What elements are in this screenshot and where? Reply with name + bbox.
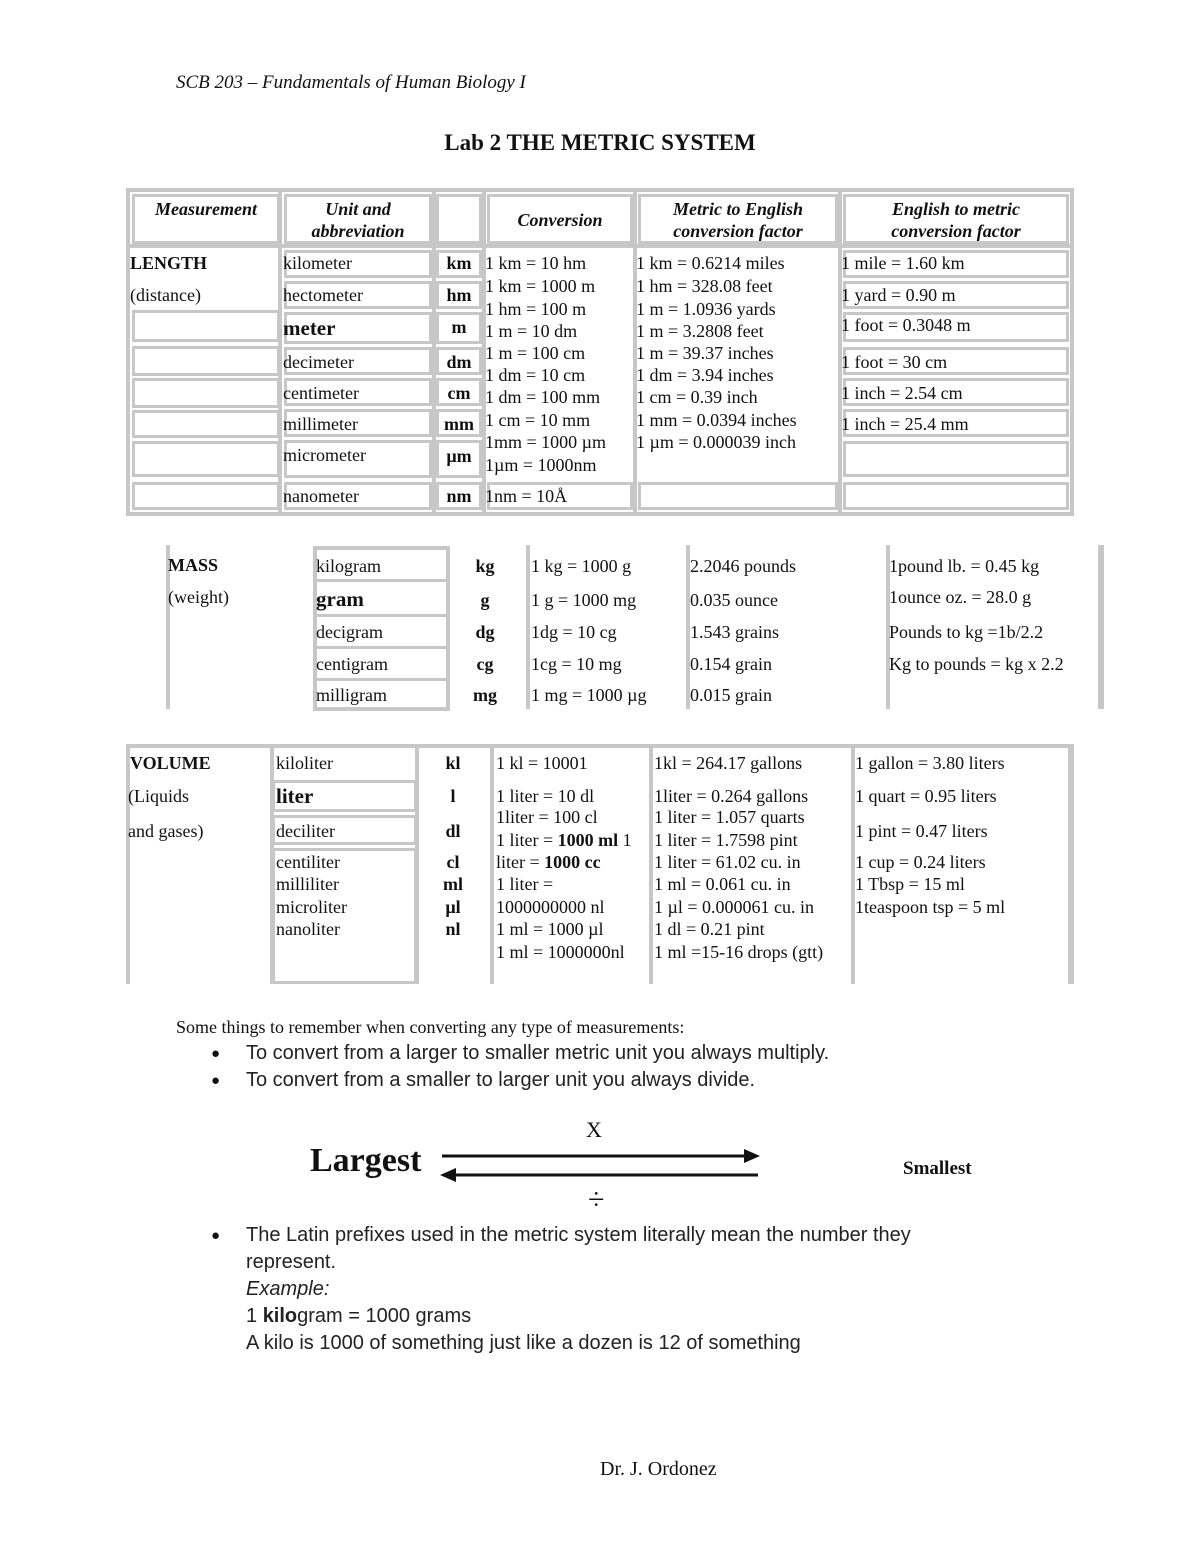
latin-line1: The Latin prefixes used in the metric system literally mean the number they bbox=[246, 1224, 911, 1246]
conversion-text: 1 dm = 10 cm bbox=[485, 365, 586, 385]
unit-abbr: nm bbox=[446, 486, 472, 506]
e2m-text: 1 inch = 2.54 cm bbox=[841, 383, 963, 403]
conversion-text: 1 g = 1000 mg bbox=[531, 590, 637, 610]
page-title: Lab 2 THE METRIC SYSTEM bbox=[444, 130, 756, 155]
m2e-text: 1 ml = 0.061 cu. in bbox=[654, 874, 791, 894]
conversion-text: 1 hm = 100 m bbox=[485, 299, 587, 319]
unit-abbr: km bbox=[446, 253, 472, 273]
length-sublabel: (distance) bbox=[130, 285, 201, 305]
row-cell bbox=[132, 310, 280, 342]
m2e-text: 1 km = 0.6214 miles bbox=[636, 253, 785, 273]
divider bbox=[126, 744, 130, 984]
notes-intro: Some things to remember when converting any type of measurements: bbox=[176, 1017, 685, 1037]
conversion-text: 1000000000 nl bbox=[496, 897, 605, 917]
course-header: SCB 203 – Fundamentals of Human Biology I bbox=[176, 72, 526, 93]
m2e-text: 1kl = 264.17 gallons bbox=[654, 753, 803, 773]
m2e-text: 1 liter = 1.7598 pint bbox=[654, 830, 798, 850]
unit-abbr: kg bbox=[475, 556, 495, 576]
e2m-text: 1 yard = 0.90 m bbox=[841, 285, 956, 305]
row-cell bbox=[843, 441, 1069, 477]
bullet-icon: ● bbox=[211, 1046, 221, 1062]
m2e-text: 1 µm = 0.000039 inch bbox=[636, 432, 797, 452]
conversion-text: 1µm = 1000nm bbox=[485, 455, 597, 475]
volume-sublabel: and gases) bbox=[128, 821, 204, 841]
row-cell bbox=[132, 378, 280, 408]
example-number: 1 bbox=[246, 1305, 263, 1327]
row-rule bbox=[317, 579, 446, 582]
e2m-text: 1 gallon = 3.80 liters bbox=[855, 753, 1005, 773]
divider bbox=[1098, 545, 1104, 709]
conversion-text: 1 dm = 100 mm bbox=[485, 387, 601, 407]
unit-abbr: ml bbox=[443, 874, 463, 894]
unit-abbr: cg bbox=[476, 654, 494, 674]
row-cell bbox=[843, 482, 1069, 510]
top-rule bbox=[126, 744, 1074, 748]
bullet-text: To convert from a smaller to larger unit you always divide. bbox=[246, 1069, 756, 1091]
e2m-text: 1 foot = 0.3048 m bbox=[841, 315, 971, 335]
m2e-text: 1 cm = 0.39 inch bbox=[636, 387, 758, 407]
smallest-label: Smallest bbox=[903, 1158, 972, 1179]
m2e-text: 1 liter = 61.02 cu. in bbox=[654, 852, 801, 872]
unit-name: gram bbox=[316, 587, 364, 611]
unit-abbr: cl bbox=[446, 852, 460, 872]
largest-label: Largest bbox=[310, 1142, 422, 1179]
unit-abbr: µl bbox=[445, 897, 461, 917]
m2e-text: 1 hm = 328.08 feet bbox=[636, 276, 773, 296]
header-conversion: Conversion bbox=[517, 210, 603, 230]
volume-label: VOLUME bbox=[130, 753, 211, 773]
unit-name: microliter bbox=[276, 897, 347, 917]
e2m-text: 1 quart = 0.95 liters bbox=[855, 786, 997, 806]
unit-name: centiliter bbox=[276, 852, 340, 872]
length-label: LENGTH bbox=[130, 253, 208, 273]
unit-abbr: l bbox=[450, 786, 456, 806]
latin-last-line: A kilo is 1000 of something just like a dozen is 12 of something bbox=[246, 1332, 801, 1354]
header-e2m-1: English to metric bbox=[891, 199, 1021, 219]
divider bbox=[490, 744, 494, 984]
conversion-text: 1dg = 10 cg bbox=[531, 622, 617, 642]
conversion-line bbox=[496, 829, 632, 851]
m2e-text: 1 mm = 0.0394 inches bbox=[636, 410, 797, 430]
e2m-text: 1teaspoon tsp = 5 ml bbox=[855, 897, 1006, 917]
m2e-text: 1 dm = 3.94 inches bbox=[636, 365, 774, 385]
conversion-text-bold: 1000 ml bbox=[557, 830, 619, 850]
divider bbox=[526, 545, 530, 709]
e2m-text: 1 Tbsp = 15 ml bbox=[855, 874, 965, 894]
conversion-text: 1 km = 1000 m bbox=[485, 276, 596, 296]
example-rest: gram = 1000 grams bbox=[297, 1305, 472, 1327]
m2e-text: 1 m = 3.2808 feet bbox=[636, 321, 764, 341]
unit-abbr: dm bbox=[446, 352, 472, 372]
conversion-text: 1 m = 100 cm bbox=[485, 343, 586, 363]
multiply-symbol: X bbox=[586, 1117, 602, 1142]
unit-abbr: g bbox=[480, 590, 490, 610]
header-unit-2: abbreviation bbox=[311, 221, 405, 241]
m2e-text: 0.154 grain bbox=[690, 654, 772, 674]
example-prefix: kilo bbox=[262, 1305, 298, 1327]
mass-sublabel: (weight) bbox=[168, 587, 229, 607]
unit-abbr: cm bbox=[447, 383, 471, 403]
header-rule bbox=[130, 244, 1070, 248]
unit-name: kiloliter bbox=[276, 753, 333, 773]
row-rule bbox=[317, 614, 446, 617]
row-cell bbox=[132, 346, 280, 376]
m2e-text: 1 ml =15-16 drops (gtt) bbox=[654, 942, 824, 962]
unit-name: milliliter bbox=[276, 874, 339, 894]
unit-abbr: kl bbox=[445, 753, 461, 773]
row-rule bbox=[317, 646, 446, 649]
unit-name: milligram bbox=[316, 685, 387, 705]
m2e-text: 1 m = 39.37 inches bbox=[636, 343, 774, 363]
e2m-text: 1 inch = 25.4 mm bbox=[841, 414, 969, 434]
m2e-text: 1.543 grains bbox=[690, 622, 779, 642]
conversion-text: 1 m = 10 dm bbox=[485, 321, 578, 341]
volume-sublabel: (Liquids bbox=[128, 786, 189, 806]
row-cell bbox=[132, 410, 280, 438]
unit-abbr: nl bbox=[445, 919, 461, 939]
e2m-text: 1 cup = 0.24 liters bbox=[855, 852, 986, 872]
conversion-text: 1mm = 1000 µm bbox=[485, 432, 607, 452]
e2m-text: 1 mile = 1.60 km bbox=[841, 253, 965, 273]
mass-label: MASS bbox=[168, 555, 219, 575]
divide-symbol: ÷ bbox=[588, 1183, 605, 1216]
header-unit-1: Unit and bbox=[325, 199, 391, 219]
unit-name: micrometer bbox=[283, 445, 366, 465]
conversion-text: 1liter = 100 cl bbox=[496, 807, 598, 827]
e2m-text: Pounds to kg =1b/2.2 bbox=[889, 622, 1044, 642]
unit-name: liter bbox=[276, 784, 314, 808]
conversion-text: 1 kl = 10001 bbox=[496, 753, 588, 773]
double-arrow-icon bbox=[436, 1145, 766, 1185]
unit-abbr: dl bbox=[445, 821, 461, 841]
m2e-text: 0.015 grain bbox=[690, 685, 772, 705]
unit-name: kilogram bbox=[316, 556, 381, 576]
unit-abbr: mm bbox=[444, 414, 474, 434]
conversion-text-bold: 1000 cc bbox=[544, 852, 601, 872]
m2e-text: 1 µl = 0.000061 cu. in bbox=[654, 897, 815, 917]
header-cell bbox=[436, 194, 482, 244]
header-m2e-1: Metric to English bbox=[672, 199, 804, 219]
unit-abbr: dg bbox=[475, 622, 495, 642]
conversion-text: 1 liter = 10 dl bbox=[496, 786, 595, 806]
conversion-text: 1 cm = 10 mm bbox=[485, 410, 591, 430]
m2e-text: 1liter = 0.264 gallons bbox=[654, 786, 809, 806]
e2m-text: 1ounce oz. = 28.0 g bbox=[889, 587, 1032, 607]
unit-name: millimeter bbox=[283, 414, 358, 434]
unit-name: deciliter bbox=[276, 821, 335, 841]
conversion-line bbox=[496, 851, 601, 873]
unit-name: decimeter bbox=[283, 352, 354, 372]
bullet-icon: ● bbox=[211, 1228, 221, 1244]
latin-line2: represent. bbox=[246, 1251, 337, 1273]
m2e-text: 2.2046 pounds bbox=[690, 556, 797, 576]
row-rule bbox=[317, 678, 446, 681]
unit-name: centigram bbox=[316, 654, 388, 674]
bullet-text: To convert from a larger to smaller metric unit you always multiply. bbox=[246, 1042, 830, 1064]
m2e-text: 0.035 ounce bbox=[690, 590, 778, 610]
footer-author: Dr. J. Ordonez bbox=[600, 1458, 717, 1480]
m2e-text: 1 dl = 0.21 pint bbox=[654, 919, 765, 939]
row-cell bbox=[132, 482, 280, 510]
header-measurement: Measurement bbox=[154, 199, 257, 219]
conversion-text: 1nm = 10Å bbox=[485, 486, 568, 506]
unit-abbr: hm bbox=[446, 285, 472, 305]
unit-name: nanoliter bbox=[276, 919, 340, 939]
e2m-text: 1pound lb. = 0.45 kg bbox=[889, 556, 1040, 576]
unit-name: centimeter bbox=[283, 383, 359, 403]
unit-name: kilometer bbox=[283, 253, 352, 273]
divider bbox=[649, 744, 653, 984]
row-cell bbox=[638, 482, 838, 510]
unit-name: decigram bbox=[316, 622, 383, 642]
bullet-icon: ● bbox=[211, 1073, 221, 1089]
divider bbox=[1068, 744, 1074, 984]
conversion-text: 1 liter = bbox=[496, 874, 554, 894]
conversion-text: 1 km = 10 hm bbox=[485, 253, 587, 273]
unit-abbr: µm bbox=[446, 446, 472, 466]
unit-abbr: mg bbox=[473, 685, 497, 705]
left-arrowhead bbox=[440, 1168, 456, 1182]
conversion-text: 1 ml = 1000 µl bbox=[496, 919, 604, 939]
unit-name: hectometer bbox=[283, 285, 363, 305]
unit-name: nanometer bbox=[283, 486, 359, 506]
conversion-text: 1 bbox=[618, 830, 632, 850]
conversion-text: 1 mg = 1000 µg bbox=[531, 685, 647, 705]
unit-name: meter bbox=[283, 316, 336, 340]
right-arrowhead bbox=[744, 1149, 760, 1163]
unit-abbr: m bbox=[451, 317, 467, 337]
e2m-text: 1 foot = 30 cm bbox=[841, 352, 948, 372]
e2m-text: Kg to pounds = kg x 2.2 bbox=[889, 654, 1064, 674]
conversion-text: 1 ml = 1000000nl bbox=[496, 942, 625, 962]
conversion-text: 1 kg = 1000 g bbox=[531, 556, 632, 576]
example-line bbox=[246, 1303, 471, 1330]
conversion-text: liter = bbox=[496, 852, 545, 872]
header-m2e-2: conversion factor bbox=[673, 221, 803, 241]
conversion-text: 1cg = 10 mg bbox=[531, 654, 622, 674]
row-cell bbox=[132, 441, 280, 477]
m2e-text: 1 liter = 1.057 quarts bbox=[654, 807, 805, 827]
conversion-text: 1 liter = bbox=[496, 830, 558, 850]
e2m-text: 1 pint = 0.47 liters bbox=[855, 821, 988, 841]
example-label: Example: bbox=[246, 1278, 330, 1300]
header-e2m-2: conversion factor bbox=[891, 221, 1021, 241]
m2e-text: 1 m = 1.0936 yards bbox=[636, 299, 776, 319]
